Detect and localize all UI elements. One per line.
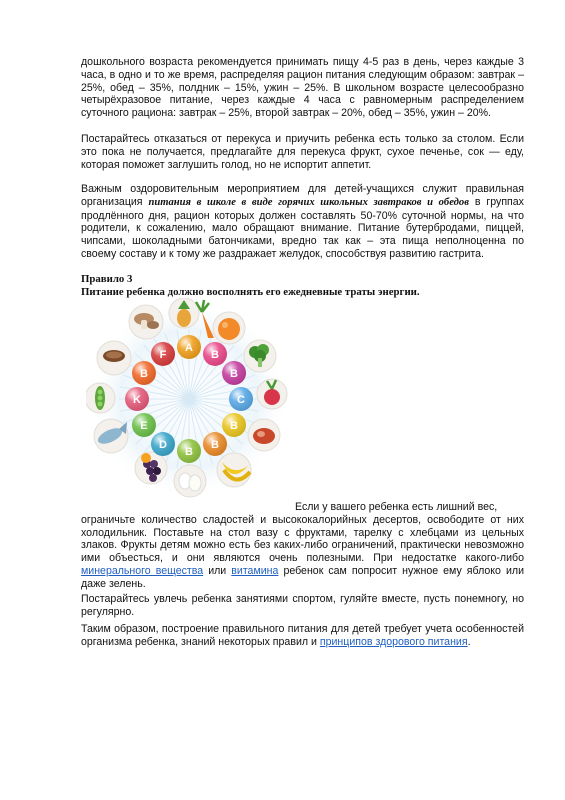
fish-icon xyxy=(94,419,128,453)
vitamin-ball-b xyxy=(222,413,246,437)
banana-icon xyxy=(217,453,251,487)
vitamin-ball-letter: B xyxy=(211,348,219,361)
eggs-icon xyxy=(174,465,206,497)
paragraph-conclusion xyxy=(81,623,524,649)
vitamin-ball-k xyxy=(125,387,149,411)
vitamin-ball-letter: E xyxy=(140,420,148,432)
vitamin-ball-letter: K xyxy=(133,394,141,406)
healthy-nutrition-principles-link[interactable]: принципов здорового питания xyxy=(319,635,468,648)
paragraph-sport: Постарайтесь увлечь ребенка занятиями спортом, гуляйте вместе, пусть понемногу, но регулярно. xyxy=(81,593,524,618)
vitamin-ball-e xyxy=(132,413,156,437)
vitamin-ball-b xyxy=(222,361,246,385)
vitamin-ball-letter: F xyxy=(159,348,167,361)
vitamin-ball-letter: D xyxy=(159,439,167,452)
school-meals-emphasis: питания в школе в виде горячих школьных завтраков и обедов xyxy=(148,196,469,208)
paragraph-overweight-end: ребенок сам попросит нужное ему яблоко или даже зелень. xyxy=(81,564,525,590)
vitamin-ball-c xyxy=(229,387,253,411)
paragraph-school-meals xyxy=(81,183,524,261)
vitamin-ball-f xyxy=(151,342,175,366)
paragraph-school-meals-end: в группах продлённого дня, рацион которых должен составлять 50-70% суточной нормы, на что родители, к сожалению, мало обращают внимание. Питание бутербродами, пиццей, чипсами, шоколадными батончиками, вредно так как – эта пища неполноценна по своему составу и к тому же раздражает желудок, способствуя развитию гастрита. xyxy=(81,195,524,260)
paragraph-conclusion-end: . xyxy=(467,635,471,648)
paragraph-overweight xyxy=(81,501,524,591)
paragraph-meal-schedule: дошкольного возраста рекомендуется принимать пищу 4-5 раз в день, через каждые 3 часа, в одно и то же время, распределяя рацион питания следующим образом: завтрак – 25%, обед – 35%, полдник – 15%, ужин – 25%. В школьном возрасте целесообразно четырёхразовое питание, через каждые 4 часа с равномерным распределением суточного рациона: завтрак – 25%, второй завтрак – 20%, обед – 35%, ужин – 20%. xyxy=(81,56,524,120)
vitamin-ball-letter: B xyxy=(230,368,239,380)
paragraph-overweight-conjunction: или xyxy=(203,564,232,577)
pineapple-icon xyxy=(169,298,199,328)
vitamin-ball-letter: A xyxy=(185,342,193,354)
paragraph-snacks: Постарайтесь отказаться от перекуса и приучить ребенка есть только за столом. Если это пока не получается, предлагайте для перекуса фрукт, сухое печенье, сок — еду, которая поможет заглушить голод, но не испортит аппетит. xyxy=(81,133,524,171)
vitamin-ball-letter: B xyxy=(185,446,193,458)
paragraph-overweight-body: ограничьте количество сладостей и высококалорийных десертов, освободите от них холодильник. Поставьте на стол вазу с фруктами, тарелку с хлебцами из цельных злаков. Фрукты детям можно есть без каких-либо ограничений, практически невозможно ими объесться, и они являются очень полезными. При недостатке какого-либо xyxy=(81,513,524,565)
steak-icon xyxy=(248,419,280,451)
vitamin-ball-letter: B xyxy=(230,420,239,432)
vitamin-ball-b xyxy=(177,439,201,463)
vitamin-ball-letter: C xyxy=(237,394,245,406)
peas-icon xyxy=(86,383,115,413)
vitamin-ball-a xyxy=(177,335,201,359)
paragraph-conclusion-start: Таким образом, построение правильного питания для детей требует учета особенностей организма ребенка, знаний некоторых правил и xyxy=(81,623,524,648)
vitamin-ball-b xyxy=(132,361,156,385)
paragraph-school-meals-start: Важным оздоровительным мероприятием для детей-учащихся служит правильная организация xyxy=(81,183,524,208)
radish-icon xyxy=(257,379,287,409)
vitamin-ball-b xyxy=(203,432,227,456)
mineral-substance-link[interactable]: минерального вещества xyxy=(81,564,204,577)
vitamins-food-wheel-image xyxy=(86,298,292,500)
rule-heading: Правило 3 xyxy=(81,273,133,285)
vitamin-ball-d xyxy=(151,432,175,456)
vitamin-ball-letter: B xyxy=(139,368,148,380)
cocoa-cup-icon xyxy=(97,341,131,375)
orange-icon xyxy=(213,312,245,344)
rule-text: Питание ребенка должно восполнять его ежедневные траты энергии. xyxy=(81,286,420,298)
grapes-icon xyxy=(135,452,167,484)
broccoli-icon xyxy=(244,340,276,372)
vitamin-ball-b xyxy=(203,342,227,366)
vitamin-link[interactable]: витамина xyxy=(231,564,279,577)
paragraph-overweight-first-line: Если у вашего ребенка есть лишний вес, xyxy=(295,501,498,513)
mushroom-icon xyxy=(129,305,163,339)
vitamin-ball-letter: B xyxy=(211,439,219,452)
